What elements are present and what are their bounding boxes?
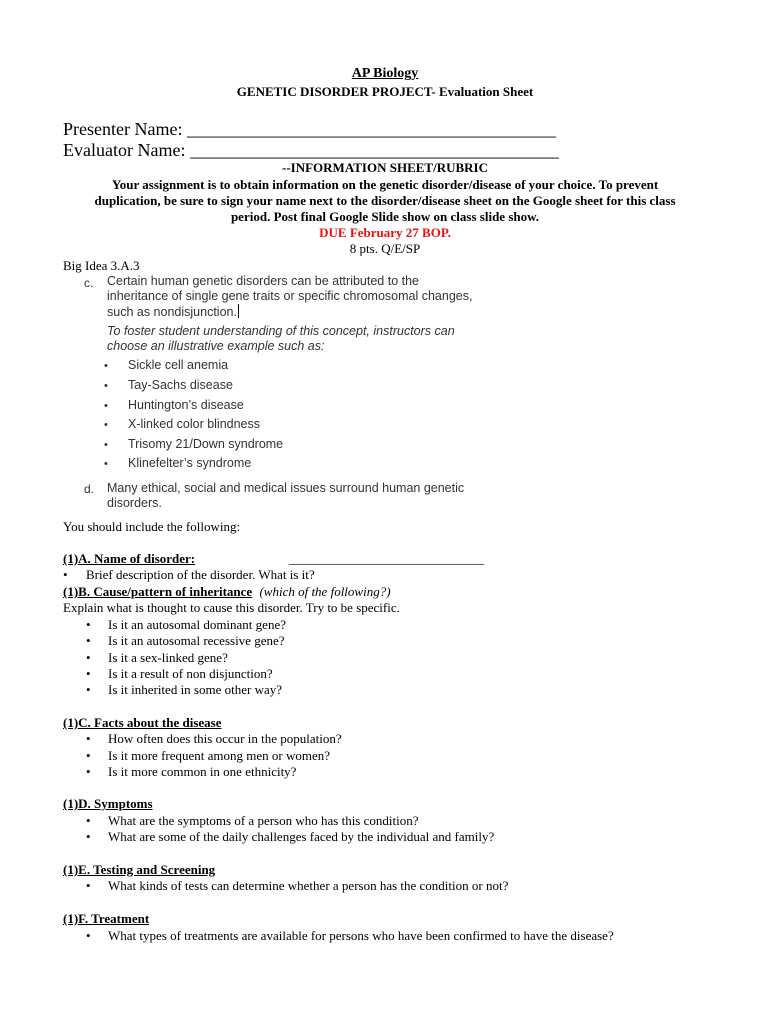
due-date: DUE February 27 BOP. xyxy=(319,225,451,240)
section-b-note: (which of the following?) xyxy=(259,584,391,599)
bullet-icon: • xyxy=(86,731,91,746)
section-d-title: (1)D. Symptoms xyxy=(63,796,153,811)
section-b-header xyxy=(63,584,391,600)
example-item: Trisomy 21/Down syndrome xyxy=(128,437,284,451)
evaluator-name-row xyxy=(63,140,559,161)
section-c-item: Is it more frequent among men or women? xyxy=(108,748,331,763)
big-idea-d-line: Many ethical, social and medical issues surround human genetic xyxy=(107,481,465,495)
big-idea-c-line: Certain human genetic disorders can be attributed to the xyxy=(107,274,419,288)
assignment-line: period. Post final Google Slide show on class slide show. xyxy=(230,209,540,224)
section-e-title: (1)E. Testing and Screening xyxy=(63,862,216,877)
big-idea-d-text xyxy=(107,481,464,511)
disorder-name-blank: ______________________________ xyxy=(289,551,484,566)
section-f-item: What types of treatments are available for persons who have been confirmed to have the disease? xyxy=(108,928,614,943)
example-item: Sickle cell anemia xyxy=(128,358,229,372)
bullet-icon: • xyxy=(86,633,91,648)
bullet-icon: • xyxy=(86,813,91,828)
bullet-icon: • xyxy=(86,617,91,632)
section-a-item: Brief description of the disorder. What is it? xyxy=(86,567,315,582)
section-b-item: Is it an autosomal recessive gene? xyxy=(108,633,285,648)
bullet-icon: • xyxy=(86,748,91,763)
bullet-icon: • xyxy=(104,439,108,451)
assignment-paragraph xyxy=(70,177,700,225)
section-d-item: What are some of the daily challenges faced by the individual and family? xyxy=(108,829,495,844)
big-idea-d-line: disorders. xyxy=(107,496,162,510)
project-subtitle: GENETIC DISORDER PROJECT- Evaluation Sheet xyxy=(236,84,534,99)
section-c-title: (1)C. Facts about the disease xyxy=(63,715,222,730)
bullet-icon: • xyxy=(104,400,108,412)
bullet-icon: • xyxy=(63,567,68,582)
section-c-item: How often does this occur in the population? xyxy=(108,731,342,746)
section-e-item: What kinds of tests can determine whether a person has the condition or not? xyxy=(108,878,509,893)
points-label: 8 pts. Q/E/SP xyxy=(349,241,421,256)
c-letter: c. xyxy=(84,276,94,290)
course-title: AP Biology xyxy=(351,66,419,81)
evaluator-name-blank: _________________________________________ xyxy=(189,140,559,160)
example-item: X-linked color blindness xyxy=(128,417,261,431)
bullet-icon: • xyxy=(86,650,91,665)
presenter-name-label: Presenter Name: xyxy=(63,119,183,139)
info-heading: --INFORMATION SHEET/RUBRIC xyxy=(282,160,488,175)
bullet-icon: • xyxy=(104,419,108,431)
presenter-name-blank: _________________________________________ xyxy=(186,119,556,139)
section-c-item: Is it more common in one ethnicity? xyxy=(108,764,297,779)
big-idea-label: Big Idea 3.A.3 xyxy=(63,258,140,273)
section-b-item: Is it an autosomal dominant gene? xyxy=(108,617,286,632)
bullet-icon: • xyxy=(104,458,108,470)
section-b-explain: Explain what is thought to cause this disorder. Try to be specific. xyxy=(63,600,400,615)
evaluator-name-label: Evaluator Name: xyxy=(63,140,186,160)
bullet-icon: • xyxy=(86,682,91,697)
assignment-line: duplication, be sure to sign your name next to the disorder/disease sheet on the Google sheet for this class xyxy=(94,193,676,208)
foster-line: To foster student understanding of this concept, instructors can xyxy=(107,324,455,338)
section-b-item: Is it inherited in some other way? xyxy=(108,682,283,697)
bullet-icon: • xyxy=(104,380,108,392)
big-idea-c-line: such as nondisjunction. xyxy=(107,305,237,319)
example-item: Huntington’s disease xyxy=(128,398,244,412)
example-item: Klinefelter’s syndrome xyxy=(128,456,252,470)
section-f-title: (1)F. Treatment xyxy=(63,911,150,926)
presenter-name-row xyxy=(63,119,556,140)
bullet-icon: • xyxy=(86,666,91,681)
d-letter: d. xyxy=(84,482,95,496)
bullet-icon: • xyxy=(86,928,91,943)
example-item: Tay-Sachs disease xyxy=(128,378,233,392)
bullet-icon: • xyxy=(104,360,108,372)
foster-line: choose an illustrative example such as: xyxy=(107,339,325,353)
text-cursor xyxy=(238,304,239,318)
section-a-title: (1)A. Name of disorder: xyxy=(63,551,196,566)
section-b-item: Is it a sex-linked gene? xyxy=(108,650,228,665)
bullet-icon: • xyxy=(86,764,91,779)
bullet-icon: • xyxy=(86,878,91,893)
foster-text xyxy=(107,324,455,354)
section-b-title: (1)B. Cause/pattern of inheritance xyxy=(63,584,253,599)
section-b-item: Is it a result of non disjunction? xyxy=(108,666,273,681)
include-intro: You should include the following: xyxy=(63,519,241,534)
bullet-icon: • xyxy=(86,829,91,844)
section-d-item: What are the symptoms of a person who has this condition? xyxy=(108,813,419,828)
assignment-line: Your assignment is to obtain information on the genetic disorder/disease of your choice. To prevent xyxy=(111,177,659,192)
big-idea-c-text xyxy=(107,274,472,320)
big-idea-c-line: inheritance of single gene traits or specific chromosomal changes, xyxy=(107,289,473,303)
